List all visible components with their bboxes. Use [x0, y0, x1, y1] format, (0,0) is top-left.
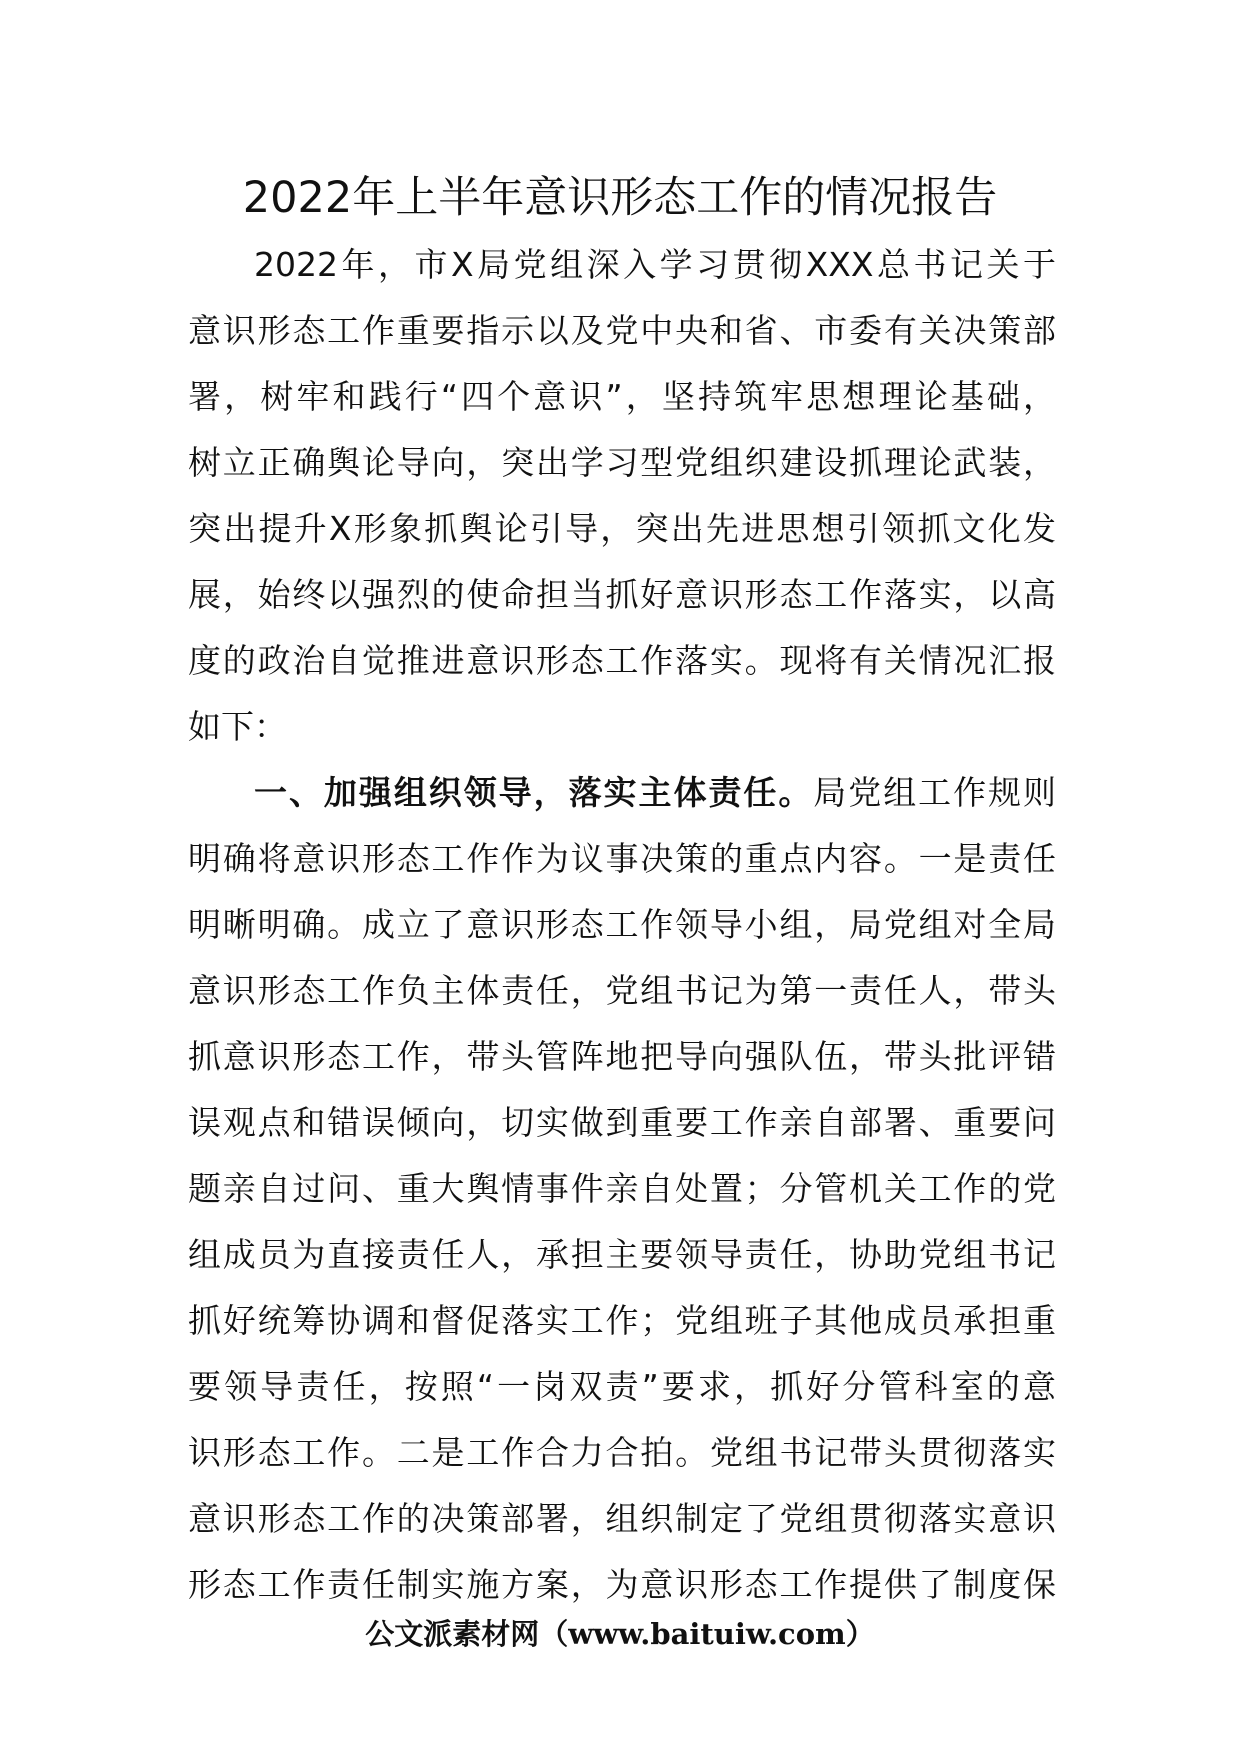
paragraph-2-line-3: 明晰明确。成立了意识形态工作领导小组，局党组对全局	[188, 905, 1056, 944]
paragraph-2-line-2: 明确将意识形态工作作为议事决策的重点内容。一是责任	[188, 839, 1056, 878]
paragraph-2-line-10: 要领导责任，按照“一岗双责”要求，抓好分管科室的意	[188, 1367, 1056, 1406]
paragraph-2-line-12: 意识形态工作的决策部署，组织制定了党组贯彻落实意识	[188, 1499, 1056, 1538]
paragraph-2-line-1-rest: 局党组工作规则	[813, 773, 1057, 812]
paragraph-1-line-6: 展，始终以强烈的使命担当抓好意识形态工作落实，以高	[188, 575, 1056, 614]
paragraph-1-line-7: 度的政治自觉推进意识形态工作落实。现将有关情况汇报	[188, 641, 1056, 680]
paragraph-1-line-5: 突出提升X形象抓舆论引导，突出先进思想引领抓文化发	[188, 509, 1056, 548]
document-title: 2022年上半年意识形态工作的情况报告	[242, 173, 998, 223]
paragraph-2-line-4: 意识形态工作负主体责任，党组书记为第一责任人，带头	[188, 971, 1056, 1010]
paragraph-1-line-1: 2022年，市X局党组深入学习贯彻XXX总书记关于	[254, 245, 1056, 284]
document-body	[188, 232, 1056, 1618]
paragraph-2-line-13: 形态工作责任制实施方案，为意识形态工作提供了制度保	[188, 1565, 1056, 1604]
paragraph-2-line-8: 组成员为直接责任人，承担主要领导责任，协助党组书记	[188, 1235, 1056, 1274]
paragraph-2-line-7: 题亲自过问、重大舆情事件亲自处置；分管机关工作的党	[188, 1169, 1056, 1208]
paragraph-2-line-6: 误观点和错误倾向，切实做到重要工作亲自部署、重要问	[188, 1103, 1056, 1142]
footer-source: 公文派素材网（www.baituiw.com）	[365, 1617, 875, 1651]
paragraph-2-line-9: 抓好统筹协调和督促落实工作；党组班子其他成员承担重	[188, 1301, 1056, 1340]
paragraph-1-line-4: 树立正确舆论导向，突出学习型党组织建设抓理论武装，	[188, 443, 1056, 482]
paragraph-1-line-8: 如下：	[188, 707, 287, 746]
paragraph-1-line-3: 署，树牢和践行“四个意识”，坚持筑牢思想理论基础，	[188, 377, 1056, 416]
paragraph-2-line-5: 抓意识形态工作，带头管阵地把导向强队伍，带头批评错	[188, 1037, 1056, 1076]
paragraph-2-line-11: 识形态工作。二是工作合力合拍。党组书记带头贯彻落实	[188, 1433, 1056, 1472]
paragraph-2-line-1	[188, 760, 1056, 826]
paragraph-1-line-2: 意识形态工作重要指示以及党中央和省、市委有关决策部	[188, 311, 1056, 350]
section-heading-1: 一、加强组织领导，落实主体责任。	[254, 773, 814, 812]
